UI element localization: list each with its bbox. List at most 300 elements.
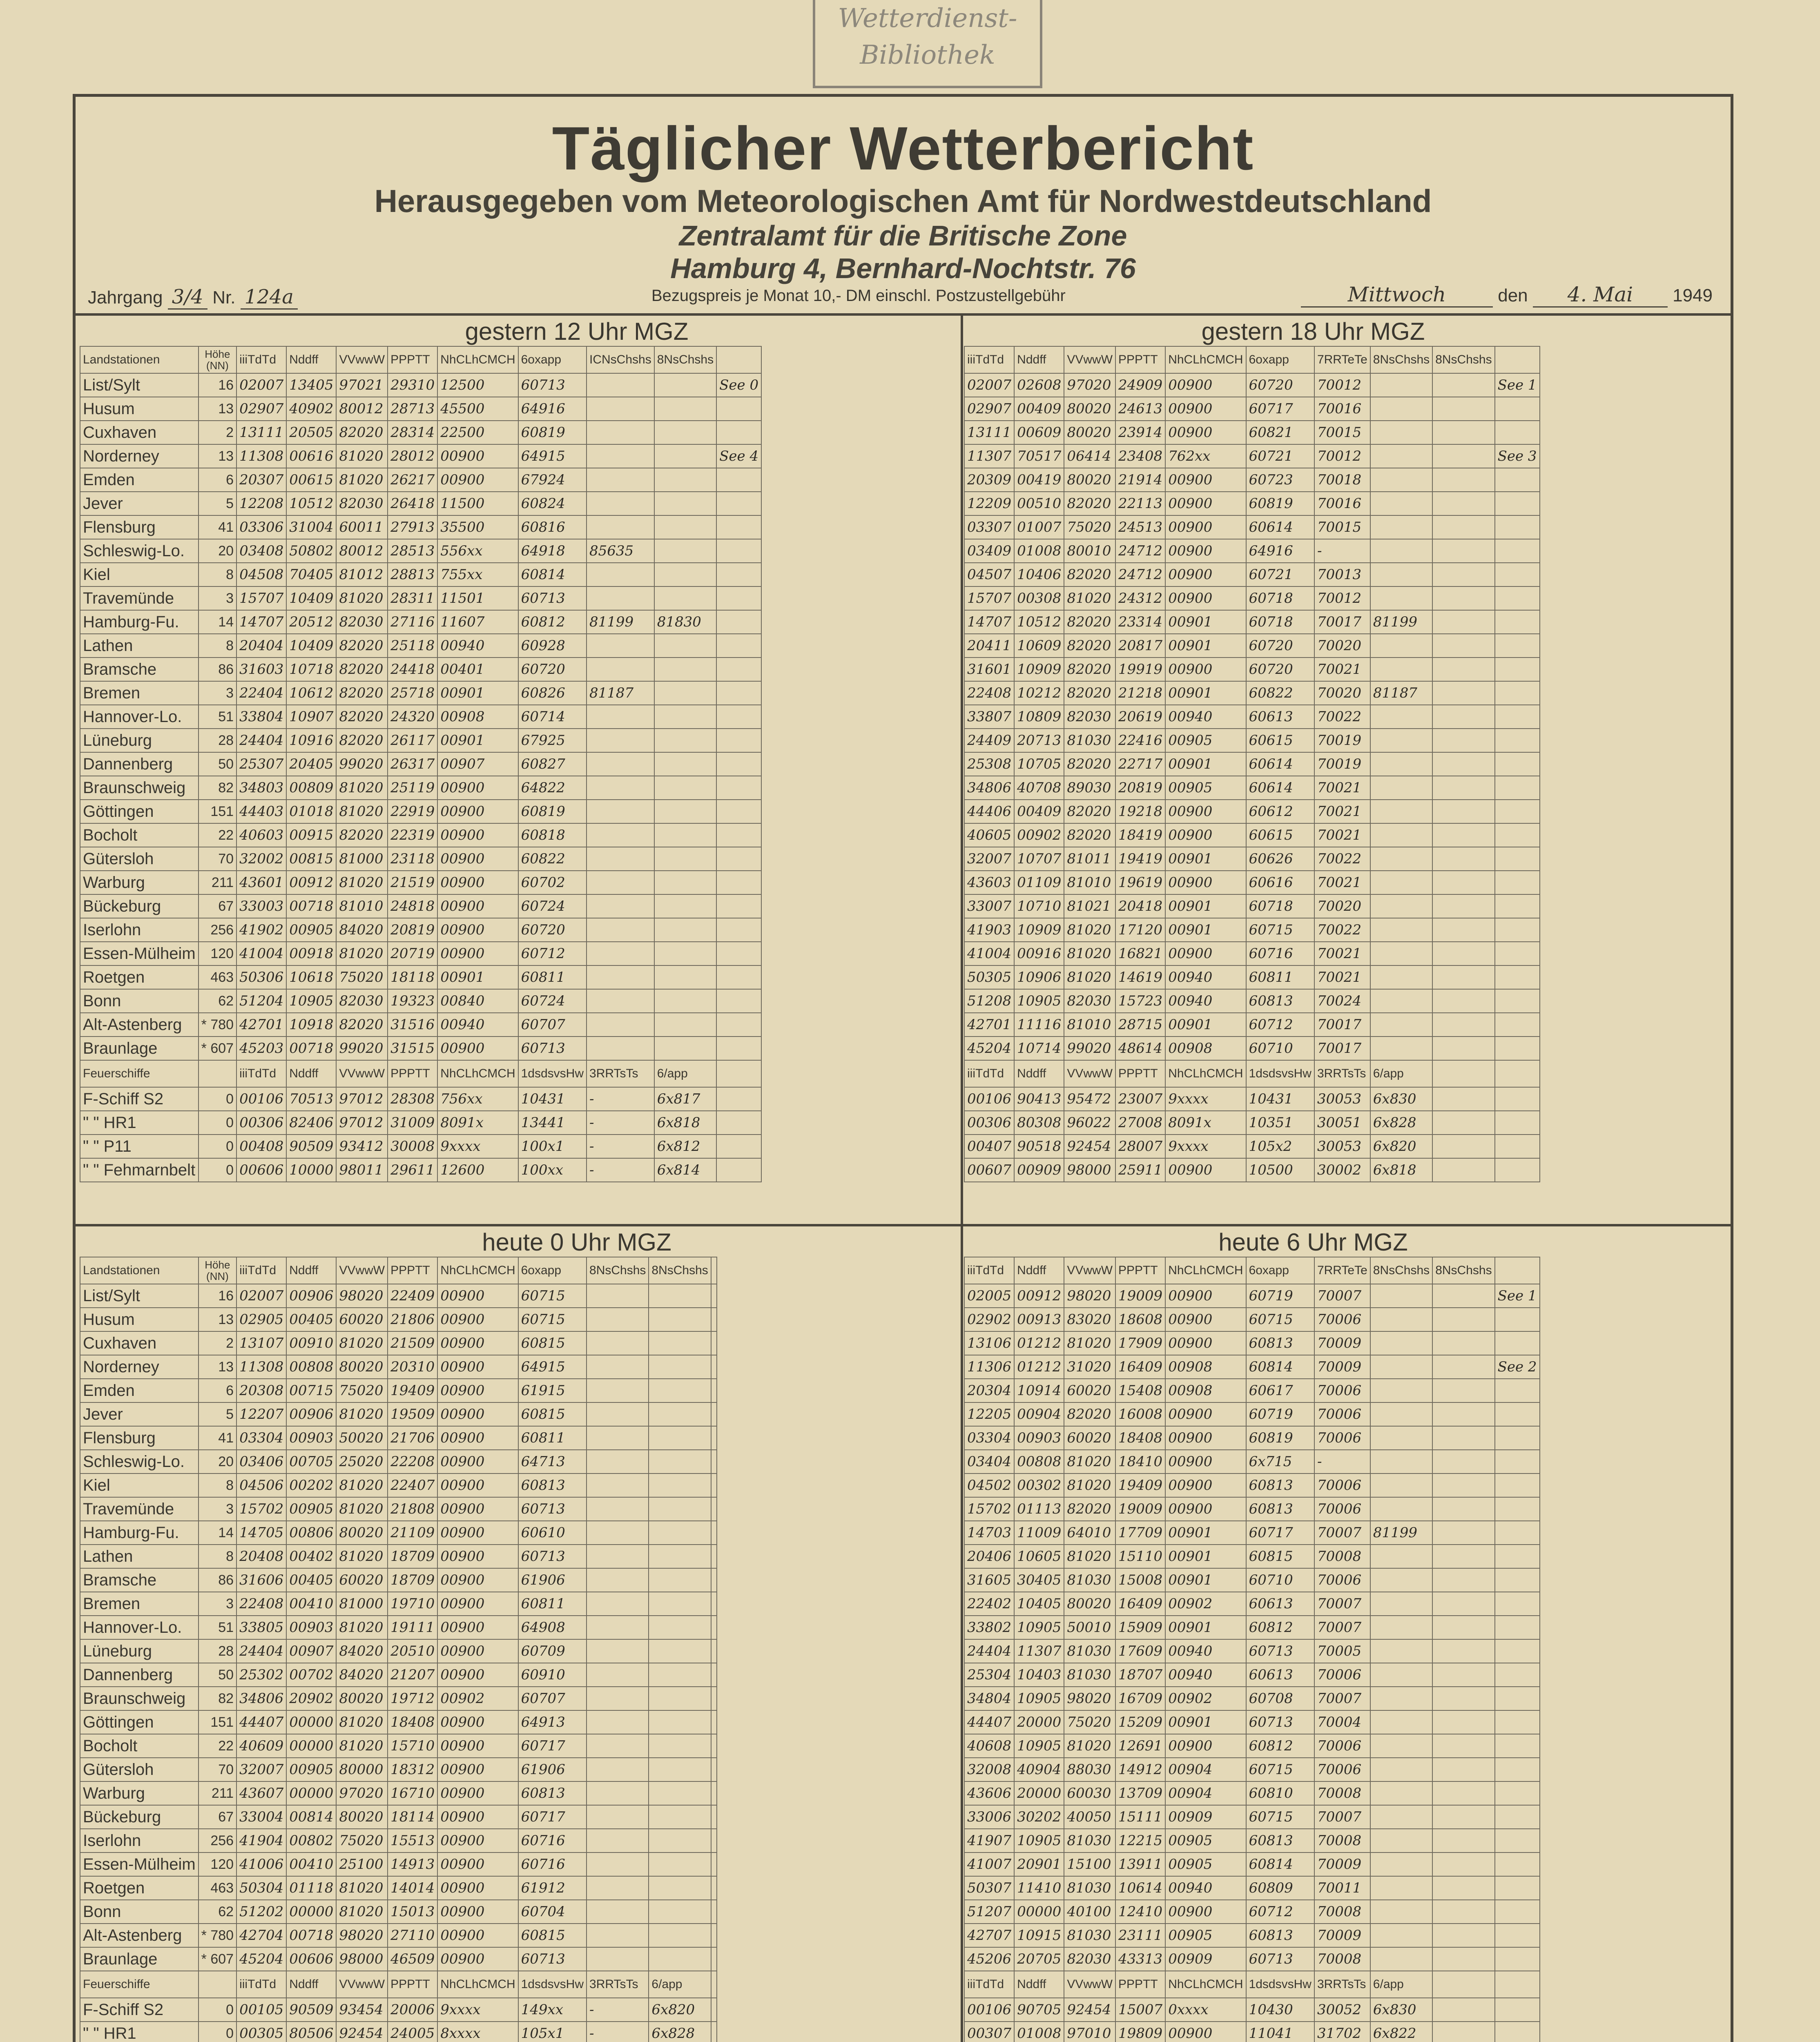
value-cell: 00900 bbox=[437, 1545, 518, 1568]
table-row bbox=[964, 468, 1540, 492]
value-cell: 60030 bbox=[1064, 1781, 1115, 1805]
nr-label: Nr. bbox=[212, 288, 236, 308]
value-cell bbox=[1370, 705, 1432, 729]
value-cell: 00809 bbox=[286, 776, 336, 800]
remark-cell bbox=[711, 1545, 717, 1568]
value-cell bbox=[654, 563, 716, 586]
table-row bbox=[80, 539, 761, 563]
value-cell: 70006 bbox=[1314, 1758, 1370, 1781]
column-header: VVwwW bbox=[336, 346, 388, 373]
value-cell: 82020 bbox=[1064, 1497, 1115, 1521]
remark-cell bbox=[711, 1450, 717, 1474]
value-cell: 22319 bbox=[388, 823, 437, 847]
value-cell: 13111 bbox=[236, 421, 286, 444]
value-cell: 15707 bbox=[236, 586, 286, 610]
value-cell: 00705 bbox=[286, 1450, 336, 1474]
value-cell: 60813 bbox=[518, 1474, 587, 1497]
value-cell bbox=[649, 1663, 711, 1687]
value-cell: 00901 bbox=[1165, 752, 1246, 776]
table-row bbox=[964, 1037, 1540, 1060]
value-cell: 756xx bbox=[437, 1087, 518, 1111]
remark-cell bbox=[716, 563, 761, 586]
value-cell: 00900 bbox=[1165, 1734, 1246, 1758]
value-cell: 00000 bbox=[286, 1734, 336, 1758]
value-cell: 60712 bbox=[1246, 1013, 1314, 1037]
value-cell: 50304 bbox=[236, 1876, 286, 1900]
value-cell: 70021 bbox=[1314, 965, 1370, 989]
value-cell: 00410 bbox=[286, 1592, 336, 1616]
table-row bbox=[964, 1947, 1540, 1971]
table-row bbox=[964, 397, 1540, 421]
value-cell bbox=[649, 1284, 711, 1308]
remark-cell bbox=[711, 1568, 717, 1592]
value-cell: 12500 bbox=[437, 373, 518, 397]
table-row bbox=[80, 894, 761, 918]
value-cell: 60824 bbox=[518, 492, 587, 515]
value-cell: 00900 bbox=[437, 918, 518, 942]
value-cell: 19712 bbox=[388, 1687, 437, 1710]
station-height: 13 bbox=[199, 397, 236, 421]
value-cell: 24312 bbox=[1115, 586, 1165, 610]
value-cell: 13111 bbox=[964, 421, 1014, 444]
station-height: 3 bbox=[199, 1497, 236, 1521]
value-cell: 80020 bbox=[1064, 397, 1115, 421]
value-cell: 81020 bbox=[336, 1734, 388, 1758]
value-cell bbox=[1432, 586, 1494, 610]
value-cell bbox=[649, 1355, 711, 1379]
remark-cell bbox=[1495, 1402, 1540, 1426]
value-cell: 00904 bbox=[1165, 1758, 1246, 1781]
value-cell: 02907 bbox=[964, 397, 1014, 421]
value-cell: 70009 bbox=[1314, 1853, 1370, 1876]
value-cell bbox=[587, 705, 654, 729]
value-cell bbox=[649, 1734, 711, 1758]
column-header: 8NsChshs bbox=[654, 346, 716, 373]
value-cell: 60819 bbox=[1246, 1426, 1314, 1450]
value-cell: 23408 bbox=[1115, 444, 1165, 468]
column-header bbox=[716, 346, 761, 373]
value-cell: 32002 bbox=[236, 847, 286, 871]
value-cell: 41004 bbox=[236, 942, 286, 965]
remark-cell bbox=[1495, 1663, 1540, 1687]
station-name: Alt-Astenberg bbox=[80, 1013, 199, 1037]
value-cell: 20411 bbox=[964, 634, 1014, 658]
value-cell: 60702 bbox=[518, 871, 587, 894]
value-cell: 00900 bbox=[437, 1900, 518, 1924]
table-row bbox=[964, 1308, 1540, 1331]
value-cell: 11307 bbox=[1014, 1639, 1064, 1663]
value-cell: 02902 bbox=[964, 1308, 1014, 1331]
value-cell: 30053 bbox=[1314, 1135, 1370, 1158]
value-cell: 00909 bbox=[1014, 1158, 1064, 1182]
value-cell: 64915 bbox=[518, 444, 587, 468]
value-cell: 6x828 bbox=[649, 2022, 711, 2042]
station-name: Braunlage bbox=[80, 1037, 199, 1060]
value-cell: 10718 bbox=[286, 658, 336, 681]
ship-row bbox=[80, 1087, 761, 1111]
value-cell: 22408 bbox=[236, 1592, 286, 1616]
value-cell bbox=[1432, 1924, 1494, 1947]
value-cell: 50306 bbox=[236, 965, 286, 989]
value-cell: 28715 bbox=[1115, 1013, 1165, 1037]
value-cell: 22402 bbox=[964, 1592, 1014, 1616]
value-cell: 60826 bbox=[518, 681, 587, 705]
remark-cell bbox=[711, 1876, 717, 1900]
column-header-row bbox=[80, 1257, 717, 1284]
value-cell bbox=[1432, 1331, 1494, 1355]
value-cell: 00900 bbox=[437, 1402, 518, 1426]
value-cell: 00901 bbox=[1165, 1710, 1246, 1734]
station-height: 20 bbox=[199, 539, 236, 563]
value-cell: 64916 bbox=[518, 397, 587, 421]
table-row bbox=[80, 729, 761, 752]
value-cell: 00900 bbox=[437, 776, 518, 800]
value-cell bbox=[654, 397, 716, 421]
value-cell: 81020 bbox=[336, 1876, 388, 1900]
value-cell: 00909 bbox=[1165, 1947, 1246, 1971]
value-cell: 70005 bbox=[1314, 1639, 1370, 1663]
value-cell bbox=[711, 2022, 717, 2042]
value-cell: 82030 bbox=[1064, 705, 1115, 729]
value-cell: 70006 bbox=[1314, 1474, 1370, 1497]
remark-cell bbox=[716, 918, 761, 942]
value-cell bbox=[1370, 1829, 1432, 1853]
value-cell: 32007 bbox=[964, 847, 1014, 871]
value-cell: 80020 bbox=[1064, 421, 1115, 444]
value-cell: 00900 bbox=[437, 1308, 518, 1331]
value-cell bbox=[1432, 942, 1494, 965]
station-name: Iserlohn bbox=[80, 1829, 199, 1853]
value-cell: 10403 bbox=[1014, 1663, 1064, 1687]
remark-cell bbox=[1495, 1947, 1540, 1971]
value-cell: 03408 bbox=[236, 539, 286, 563]
column-header: NhCLhCMCH bbox=[437, 1971, 518, 1998]
table-row bbox=[964, 586, 1540, 610]
value-cell: 80020 bbox=[336, 1687, 388, 1710]
value-cell bbox=[1432, 989, 1494, 1013]
value-cell: 10905 bbox=[286, 989, 336, 1013]
value-cell: 98000 bbox=[336, 1947, 388, 1971]
remark-cell bbox=[711, 1663, 717, 1687]
value-cell: 21207 bbox=[388, 1663, 437, 1687]
value-cell: 20819 bbox=[1115, 776, 1165, 800]
value-cell: 19409 bbox=[1115, 1474, 1165, 1497]
value-cell: 60720 bbox=[1246, 634, 1314, 658]
station-name: Travemünde bbox=[80, 1497, 199, 1521]
table-row bbox=[80, 1355, 717, 1379]
table-row bbox=[964, 539, 1540, 563]
value-cell: 15008 bbox=[1115, 1568, 1165, 1592]
value-cell: 01113 bbox=[1014, 1497, 1064, 1521]
value-cell bbox=[654, 444, 716, 468]
value-cell: 93412 bbox=[336, 1135, 388, 1158]
value-cell: 00900 bbox=[1165, 421, 1246, 444]
table-row bbox=[80, 989, 761, 1013]
value-cell: 10905 bbox=[1014, 1687, 1064, 1710]
value-cell: 60815 bbox=[518, 1924, 587, 1947]
value-cell: 10906 bbox=[1014, 965, 1064, 989]
value-cell bbox=[654, 776, 716, 800]
value-cell: 28007 bbox=[1115, 1135, 1165, 1158]
value-cell: 70022 bbox=[1314, 918, 1370, 942]
remark-cell bbox=[1495, 942, 1540, 965]
remark-cell bbox=[716, 1013, 761, 1037]
station-name: Jever bbox=[80, 1402, 199, 1426]
station-height: 13 bbox=[199, 1308, 236, 1331]
value-cell: 00900 bbox=[1165, 586, 1246, 610]
value-cell: 45500 bbox=[437, 397, 518, 421]
station-height: 14 bbox=[199, 1521, 236, 1545]
value-cell bbox=[1370, 1876, 1432, 1900]
value-cell bbox=[1432, 1853, 1494, 1876]
value-cell bbox=[1432, 1829, 1494, 1853]
value-cell bbox=[1432, 2022, 1494, 2042]
value-cell: 60815 bbox=[518, 1331, 587, 1355]
station-name: Göttingen bbox=[80, 800, 199, 823]
column-header: Nddff bbox=[1014, 346, 1064, 373]
value-cell: 24404 bbox=[236, 729, 286, 752]
value-cell: 18709 bbox=[388, 1568, 437, 1592]
table-row bbox=[964, 965, 1540, 989]
value-cell bbox=[1432, 1734, 1494, 1758]
value-cell: 22416 bbox=[1115, 729, 1165, 752]
value-cell: 10431 bbox=[518, 1087, 587, 1111]
value-cell bbox=[1432, 965, 1494, 989]
value-cell: 15111 bbox=[1115, 1805, 1165, 1829]
column-header: NhCLhCMCH bbox=[437, 1060, 518, 1087]
value-cell: 60713 bbox=[518, 1037, 587, 1060]
value-cell: 00000 bbox=[286, 1781, 336, 1805]
station-height: 16 bbox=[199, 1284, 236, 1308]
value-cell: 20619 bbox=[1115, 705, 1165, 729]
value-cell: 9xxxx bbox=[437, 1135, 518, 1158]
value-cell: 60713 bbox=[1246, 1947, 1314, 1971]
value-cell: 15702 bbox=[236, 1497, 286, 1521]
value-cell: 01008 bbox=[1014, 2022, 1064, 2042]
value-cell: 00900 bbox=[1165, 1284, 1246, 1308]
value-cell: 00802 bbox=[286, 1829, 336, 1853]
value-cell bbox=[649, 1781, 711, 1805]
value-cell: 02608 bbox=[1014, 373, 1064, 397]
remark-cell bbox=[1495, 397, 1540, 421]
value-cell: 30002 bbox=[1314, 1158, 1370, 1182]
value-cell bbox=[587, 965, 654, 989]
value-cell: 64908 bbox=[518, 1616, 587, 1639]
value-cell: 50307 bbox=[964, 1876, 1014, 1900]
value-cell bbox=[1370, 800, 1432, 823]
value-cell bbox=[587, 1331, 649, 1355]
value-cell: 60011 bbox=[336, 515, 388, 539]
station-name: Cuxhaven bbox=[80, 421, 199, 444]
value-cell: 10916 bbox=[286, 729, 336, 752]
value-cell: 24513 bbox=[1115, 515, 1165, 539]
hoehe-line-1: Höhe bbox=[205, 1259, 230, 1271]
ship-row bbox=[964, 1087, 1540, 1111]
value-cell: 23007 bbox=[1115, 1087, 1165, 1111]
value-cell: 18118 bbox=[388, 965, 437, 989]
library-stamp bbox=[813, 0, 1042, 88]
value-cell: 82020 bbox=[336, 823, 388, 847]
value-cell bbox=[1370, 1734, 1432, 1758]
value-cell: 26117 bbox=[388, 729, 437, 752]
value-cell: 60816 bbox=[518, 515, 587, 539]
remark-cell bbox=[711, 1781, 717, 1805]
value-cell bbox=[1432, 1900, 1494, 1924]
value-cell: 35500 bbox=[437, 515, 518, 539]
value-cell: 60713 bbox=[518, 373, 587, 397]
value-cell bbox=[587, 729, 654, 752]
value-cell: 00106 bbox=[964, 1087, 1014, 1111]
value-cell: 81187 bbox=[587, 681, 654, 705]
value-cell: 20006 bbox=[388, 1998, 437, 2022]
value-cell: 81020 bbox=[1064, 1734, 1115, 1758]
value-cell: 14014 bbox=[388, 1876, 437, 1900]
value-cell: 14705 bbox=[236, 1521, 286, 1545]
value-cell: 31702 bbox=[1314, 2022, 1370, 2042]
value-cell: 20406 bbox=[964, 1545, 1014, 1568]
value-cell: 01109 bbox=[1014, 871, 1064, 894]
station-name: Braunlage bbox=[80, 1947, 199, 1971]
value-cell: 00900 bbox=[1165, 2022, 1246, 2042]
value-cell: 46509 bbox=[388, 1947, 437, 1971]
value-cell: 60713 bbox=[518, 1497, 587, 1521]
value-cell: 00401 bbox=[437, 658, 518, 681]
value-cell: 33805 bbox=[236, 1616, 286, 1639]
ship-row bbox=[964, 2022, 1540, 2042]
remark-cell bbox=[711, 1284, 717, 1308]
value-cell: 24404 bbox=[236, 1639, 286, 1663]
value-cell bbox=[1370, 492, 1432, 515]
value-cell: 60813 bbox=[1246, 1474, 1314, 1497]
value-cell: 60713 bbox=[518, 1545, 587, 1568]
value-cell: 00808 bbox=[1014, 1450, 1064, 1474]
value-cell: 41902 bbox=[236, 918, 286, 942]
value-cell: 97020 bbox=[336, 1781, 388, 1805]
value-cell: 755xx bbox=[437, 563, 518, 586]
value-cell: 60715 bbox=[1246, 1758, 1314, 1781]
column-header: 6/app bbox=[649, 1971, 711, 1998]
value-cell: 15007 bbox=[1115, 1998, 1165, 2022]
value-cell bbox=[649, 1710, 711, 1734]
value-cell: 11308 bbox=[236, 444, 286, 468]
ship-row bbox=[964, 1111, 1540, 1135]
remark-cell: See 1 bbox=[1495, 1284, 1540, 1308]
table-row bbox=[80, 1284, 717, 1308]
station-name: Bonn bbox=[80, 989, 199, 1013]
value-cell: 60819 bbox=[518, 800, 587, 823]
value-cell: 11116 bbox=[1014, 1013, 1064, 1037]
value-cell bbox=[1432, 681, 1494, 705]
value-cell: 00814 bbox=[286, 1805, 336, 1829]
column-header-row bbox=[80, 346, 761, 373]
value-cell: 00901 bbox=[437, 681, 518, 705]
value-cell: 00904 bbox=[1165, 1781, 1246, 1805]
ship-name: F-Schiff S2 bbox=[80, 1087, 199, 1111]
value-cell: 70012 bbox=[1314, 586, 1370, 610]
value-cell: 23118 bbox=[388, 847, 437, 871]
value-cell: 60812 bbox=[1246, 1734, 1314, 1758]
table-row bbox=[80, 1545, 717, 1568]
value-cell: 00000 bbox=[1014, 1900, 1064, 1924]
value-cell: 60717 bbox=[518, 1734, 587, 1758]
column-header: 1dsdsvsHw bbox=[1246, 1971, 1314, 1998]
station-name: Roetgen bbox=[80, 1876, 199, 1900]
value-cell: 92454 bbox=[1064, 1135, 1115, 1158]
value-cell bbox=[587, 1402, 649, 1426]
station-name: Schleswig-Lo. bbox=[80, 1450, 199, 1474]
bulletin-frame bbox=[73, 94, 1733, 2042]
column-header: PPPTT bbox=[388, 346, 437, 373]
value-cell: 60813 bbox=[1246, 1829, 1314, 1853]
value-cell: 17909 bbox=[1115, 1331, 1165, 1355]
value-cell bbox=[587, 492, 654, 515]
value-cell: 43313 bbox=[1115, 1947, 1165, 1971]
value-cell: 30202 bbox=[1014, 1805, 1064, 1829]
value-cell bbox=[587, 1284, 649, 1308]
value-cell bbox=[1432, 658, 1494, 681]
value-cell: 82020 bbox=[1064, 1402, 1115, 1426]
value-cell bbox=[1370, 586, 1432, 610]
value-cell: 41907 bbox=[964, 1829, 1014, 1853]
remark-cell bbox=[1495, 1616, 1540, 1639]
value-cell: 10431 bbox=[1246, 1087, 1314, 1111]
value-cell: 10612 bbox=[286, 681, 336, 705]
value-cell: 20719 bbox=[388, 942, 437, 965]
value-cell: 30008 bbox=[388, 1135, 437, 1158]
value-cell: 00419 bbox=[1014, 468, 1064, 492]
value-cell: 44403 bbox=[236, 800, 286, 823]
value-cell: 30405 bbox=[1014, 1568, 1064, 1592]
remark-cell bbox=[1495, 1013, 1540, 1037]
value-cell: 81020 bbox=[336, 1616, 388, 1639]
value-cell bbox=[587, 752, 654, 776]
ship-height: 0 bbox=[199, 1087, 236, 1111]
value-cell: 82030 bbox=[336, 492, 388, 515]
value-cell: 11308 bbox=[236, 1355, 286, 1379]
value-cell: 31004 bbox=[286, 515, 336, 539]
column-header: ICNsChshs bbox=[587, 346, 654, 373]
station-name: Gütersloh bbox=[80, 847, 199, 871]
value-cell bbox=[649, 1616, 711, 1639]
value-cell: 17120 bbox=[1115, 918, 1165, 942]
station-name: Hannover-Lo. bbox=[80, 705, 199, 729]
value-cell: 98020 bbox=[336, 1284, 388, 1308]
value-cell: 10705 bbox=[1014, 752, 1064, 776]
value-cell bbox=[716, 1111, 761, 1135]
value-cell bbox=[1370, 918, 1432, 942]
column-header: 1dsdsvsHw bbox=[518, 1060, 587, 1087]
value-cell: 22208 bbox=[388, 1450, 437, 1474]
value-cell: 556xx bbox=[437, 539, 518, 563]
value-cell bbox=[587, 1805, 649, 1829]
value-cell: 12600 bbox=[437, 1158, 518, 1182]
column-header bbox=[1432, 1971, 1494, 1998]
value-cell: - bbox=[587, 1111, 654, 1135]
value-cell: 41904 bbox=[236, 1829, 286, 1853]
value-cell: 40608 bbox=[964, 1734, 1014, 1758]
value-cell: 51204 bbox=[236, 989, 286, 1013]
station-name: Lathen bbox=[80, 1545, 199, 1568]
value-cell: 11009 bbox=[1014, 1521, 1064, 1545]
value-cell: 10212 bbox=[1014, 681, 1064, 705]
value-cell: 60814 bbox=[1246, 1355, 1314, 1379]
value-cell: 00000 bbox=[286, 1710, 336, 1734]
remark-cell bbox=[716, 705, 761, 729]
value-cell: 10614 bbox=[1115, 1876, 1165, 1900]
value-cell: 70006 bbox=[1314, 1663, 1370, 1687]
table-row bbox=[964, 1379, 1540, 1402]
value-cell: 00904 bbox=[1014, 1402, 1064, 1426]
